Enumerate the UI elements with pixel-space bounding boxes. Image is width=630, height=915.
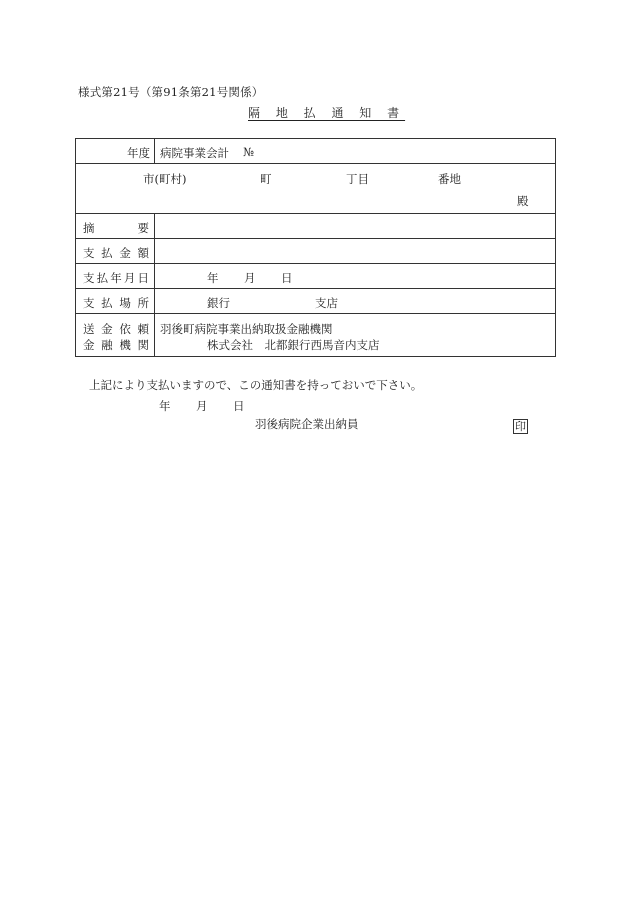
number-label: № [243, 145, 254, 159]
payment-month-unit: 月 [244, 271, 256, 285]
issue-day-unit: 日 [233, 399, 245, 413]
summary-row [76, 214, 555, 239]
branch-unit: 支店 [315, 296, 338, 310]
dono-label: 殿 [517, 194, 529, 208]
amount-row [76, 239, 555, 264]
fiscal-year-row [76, 139, 555, 164]
amount-cell [76, 239, 155, 263]
summary-cell [76, 214, 155, 238]
remittance-bank-branch: 株式会社 北都銀行西馬音内支店 [207, 338, 380, 352]
issuer-name: 羽後病院企業出納員 [255, 417, 359, 431]
account-label: 病院事業会計 [160, 146, 229, 160]
remittance-label-line2: 金 融 機 関 [83, 338, 149, 352]
bank-unit: 銀行 [207, 296, 230, 310]
remittance-label-line1: 送 金 依 頼 [83, 322, 149, 336]
fiscal-year-label: 年度 [127, 146, 150, 160]
payment-date-label: 支 払 年 月 日 [83, 271, 149, 285]
payment-year-unit: 年 [207, 271, 219, 285]
document-title: 隔 地 払 通 知 書 [248, 106, 406, 120]
remittance-row [76, 314, 555, 356]
address-row [76, 164, 555, 214]
payment-place-row [76, 289, 555, 314]
form-number-label: 様式第21号（第91条第21号関係） [78, 85, 264, 99]
notice-form-table [75, 138, 556, 357]
chome-label: 丁目 [346, 172, 369, 186]
payment-notice-text: 上記により支払いますので、この通知書を持っておいで下さい。 [89, 378, 423, 392]
city-label: 市(町村) [143, 172, 187, 186]
issue-month-unit: 月 [196, 399, 208, 413]
summary-label: 摘 要 [83, 221, 149, 235]
remittance-cell [76, 314, 155, 356]
amount-label: 支 払 金 額 [83, 246, 149, 260]
seal-stamp [513, 415, 528, 434]
town-label: 町 [260, 172, 272, 186]
payment-place-label: 支 払 場 所 [83, 296, 149, 310]
payment-date-cell [76, 264, 155, 288]
remittance-institution: 羽後町病院事業出納取扱金融機関 [160, 322, 333, 336]
banchi-label: 番地 [438, 172, 461, 186]
issue-year-unit: 年 [159, 399, 171, 413]
fiscal-year-cell [76, 139, 155, 163]
payment-date-row [76, 264, 555, 289]
payment-day-unit: 日 [281, 271, 293, 285]
payment-place-cell [76, 289, 155, 313]
seal-stamp-label: 印 [515, 420, 526, 433]
